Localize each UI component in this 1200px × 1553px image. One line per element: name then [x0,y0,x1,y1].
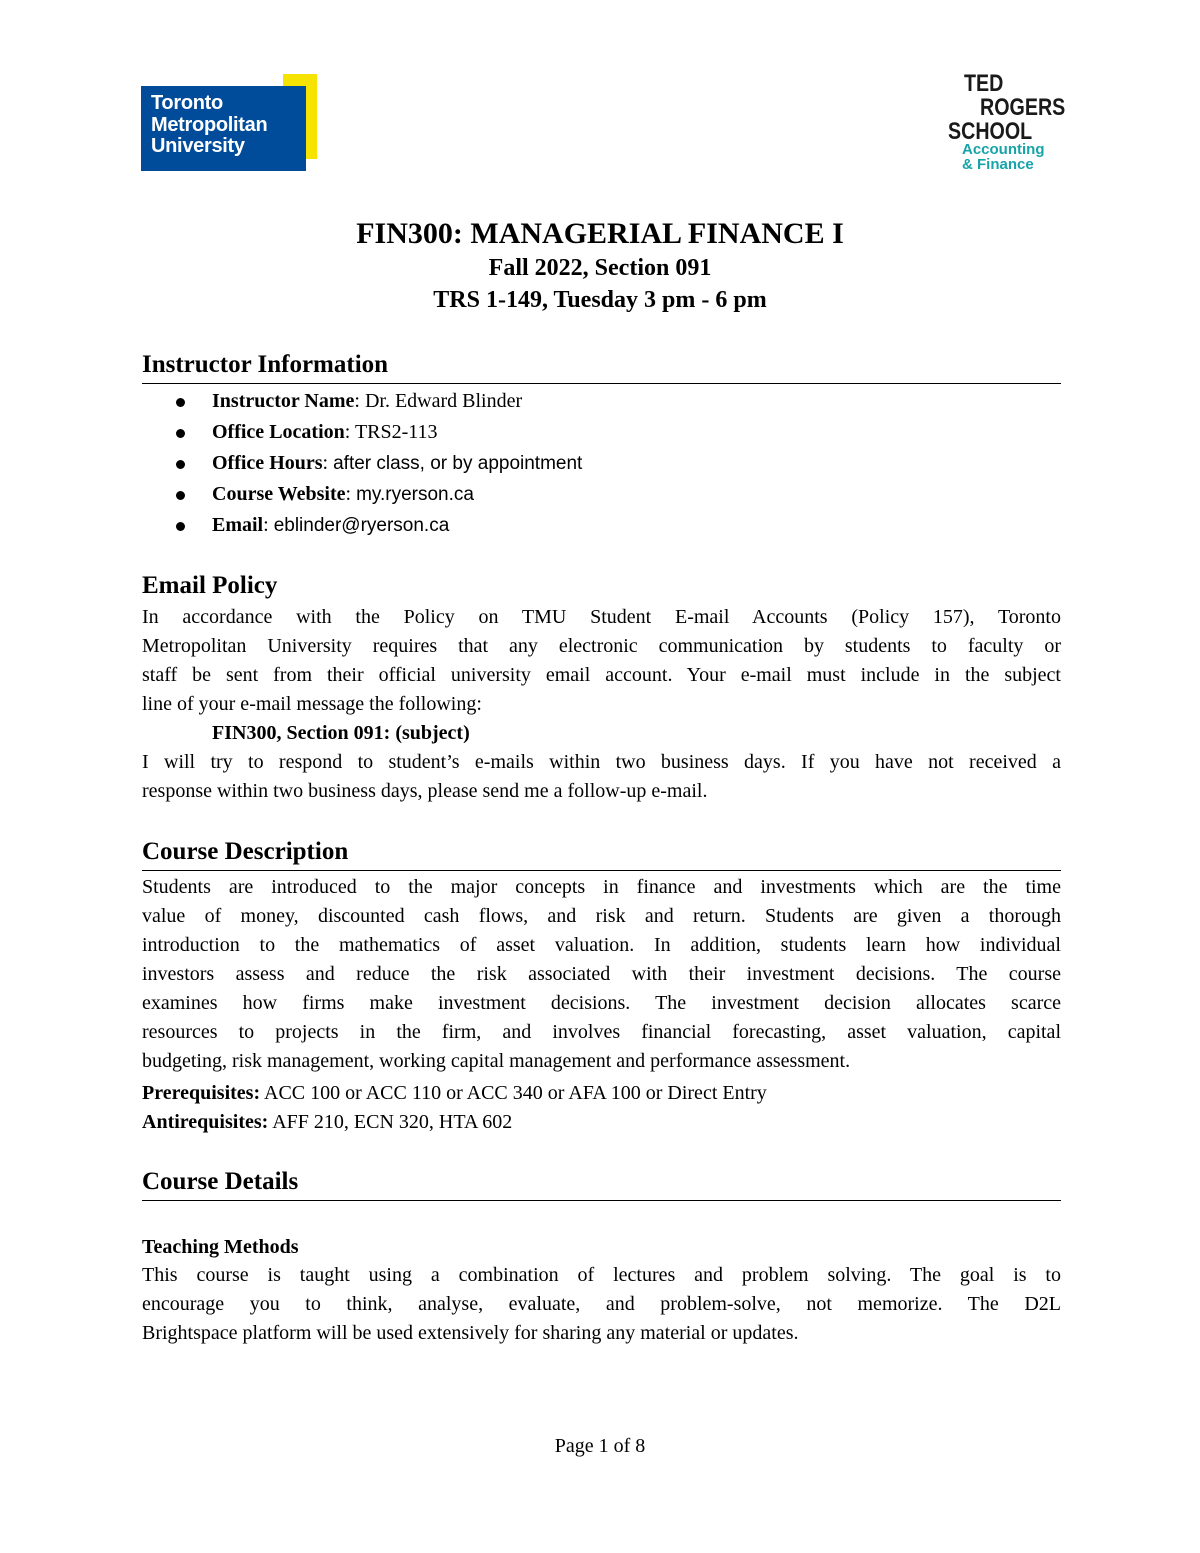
ted-rogers-school-logo: TED ROGERS SCHOOL Accounting & Finance [948,70,1066,173]
course-term: Fall 2022, Section 091 [488,255,712,281]
tmu-logo-wordmark: Toronto Metropolitan University [151,92,268,157]
email-policy-heading: Email Policy [142,572,278,599]
course-description-rule [142,870,1061,871]
bullet-icon [176,398,185,407]
teaching-methods-heading: Teaching Methods [142,1236,299,1258]
instructor-name-item: Instructor Name: Dr. Edward Blinder [142,386,582,417]
prerequisites: Prerequisites: ACC 100 or ACC 110 or ACC 340 or AFA 100 or Direct Entry [142,1082,767,1104]
bullet-icon [176,491,185,500]
bullet-icon [176,460,185,469]
course-description-text: Students are introduced to the major concepts in finance and investments which are the time value of money, discounted cash flows, and risk and return. Students are given a thorough introduction to the mathematics of asset valuation. In addition, students learn how individual investors assess and reduce the risk associated with their investment decisions. The course examines how firms make investment decisions. The investment decision allocates scarce resources to projects in the firm, and involves financial forecasting, asset valuation, capital budgeting, risk management, working capital management and performance assessment. [142,876,1061,1072]
instructor-rule [142,383,1061,384]
course-schedule: TRS 1-149, Tuesday 3 pm - 6 pm [433,287,767,313]
bullet-icon [176,429,185,438]
instructor-list [142,386,582,541]
course-title: FIN300: MANAGERIAL FINANCE I [356,217,844,250]
email-item: Email: eblinder@ryerson.ca [142,510,582,541]
page-number: Page 1 of 8 [554,1435,646,1457]
office-hours-item: Office Hours: after class, or by appointment [142,448,582,479]
bullet-icon [176,522,185,531]
email-policy-text: In accordance with the Policy on TMU Student E-mail Accounts (Policy 157), Toronto Metropolitan University requires that any electronic communication by students to faculty or staff be sent from their official university email account. Your e-mail must include in the subject line of your e-mail message the following: FIN300, Section 091: (subject) I will try to respond to student’s e-mails within two business days. If you have not received a response within two business days, please send me a follow-up e-mail. [142,606,1061,802]
instructor-heading: Instructor Information [142,351,389,378]
course-description-heading: Course Description [142,838,349,865]
instructor-email-link[interactable]: eblinder@ryerson.ca [273,515,450,536]
teaching-methods-text: This course is taught using a combination of lectures and problem solving. The goal is to encourage you to think, analyse, evaluate, and problem-solve, not memorize. The D2L Brightspace platform will be used extensively for sharing any material or updates. [142,1264,1061,1344]
course-website-link[interactable]: my.ryerson.ca [356,484,474,505]
email-subject-format: FIN300, Section 091: (subject) [212,722,470,744]
course-website-item: Course Website: my.ryerson.ca [142,479,582,510]
office-location-item: Office Location: TRS2-113 [142,417,582,448]
course-details-rule [142,1200,1061,1201]
tmu-logo-blue-box [141,86,306,171]
antirequisites: Antirequisites: AFF 210, ECN 320, HTA 602 [142,1111,513,1133]
tmu-logo [141,74,317,171]
course-details-heading: Course Details [142,1168,299,1195]
